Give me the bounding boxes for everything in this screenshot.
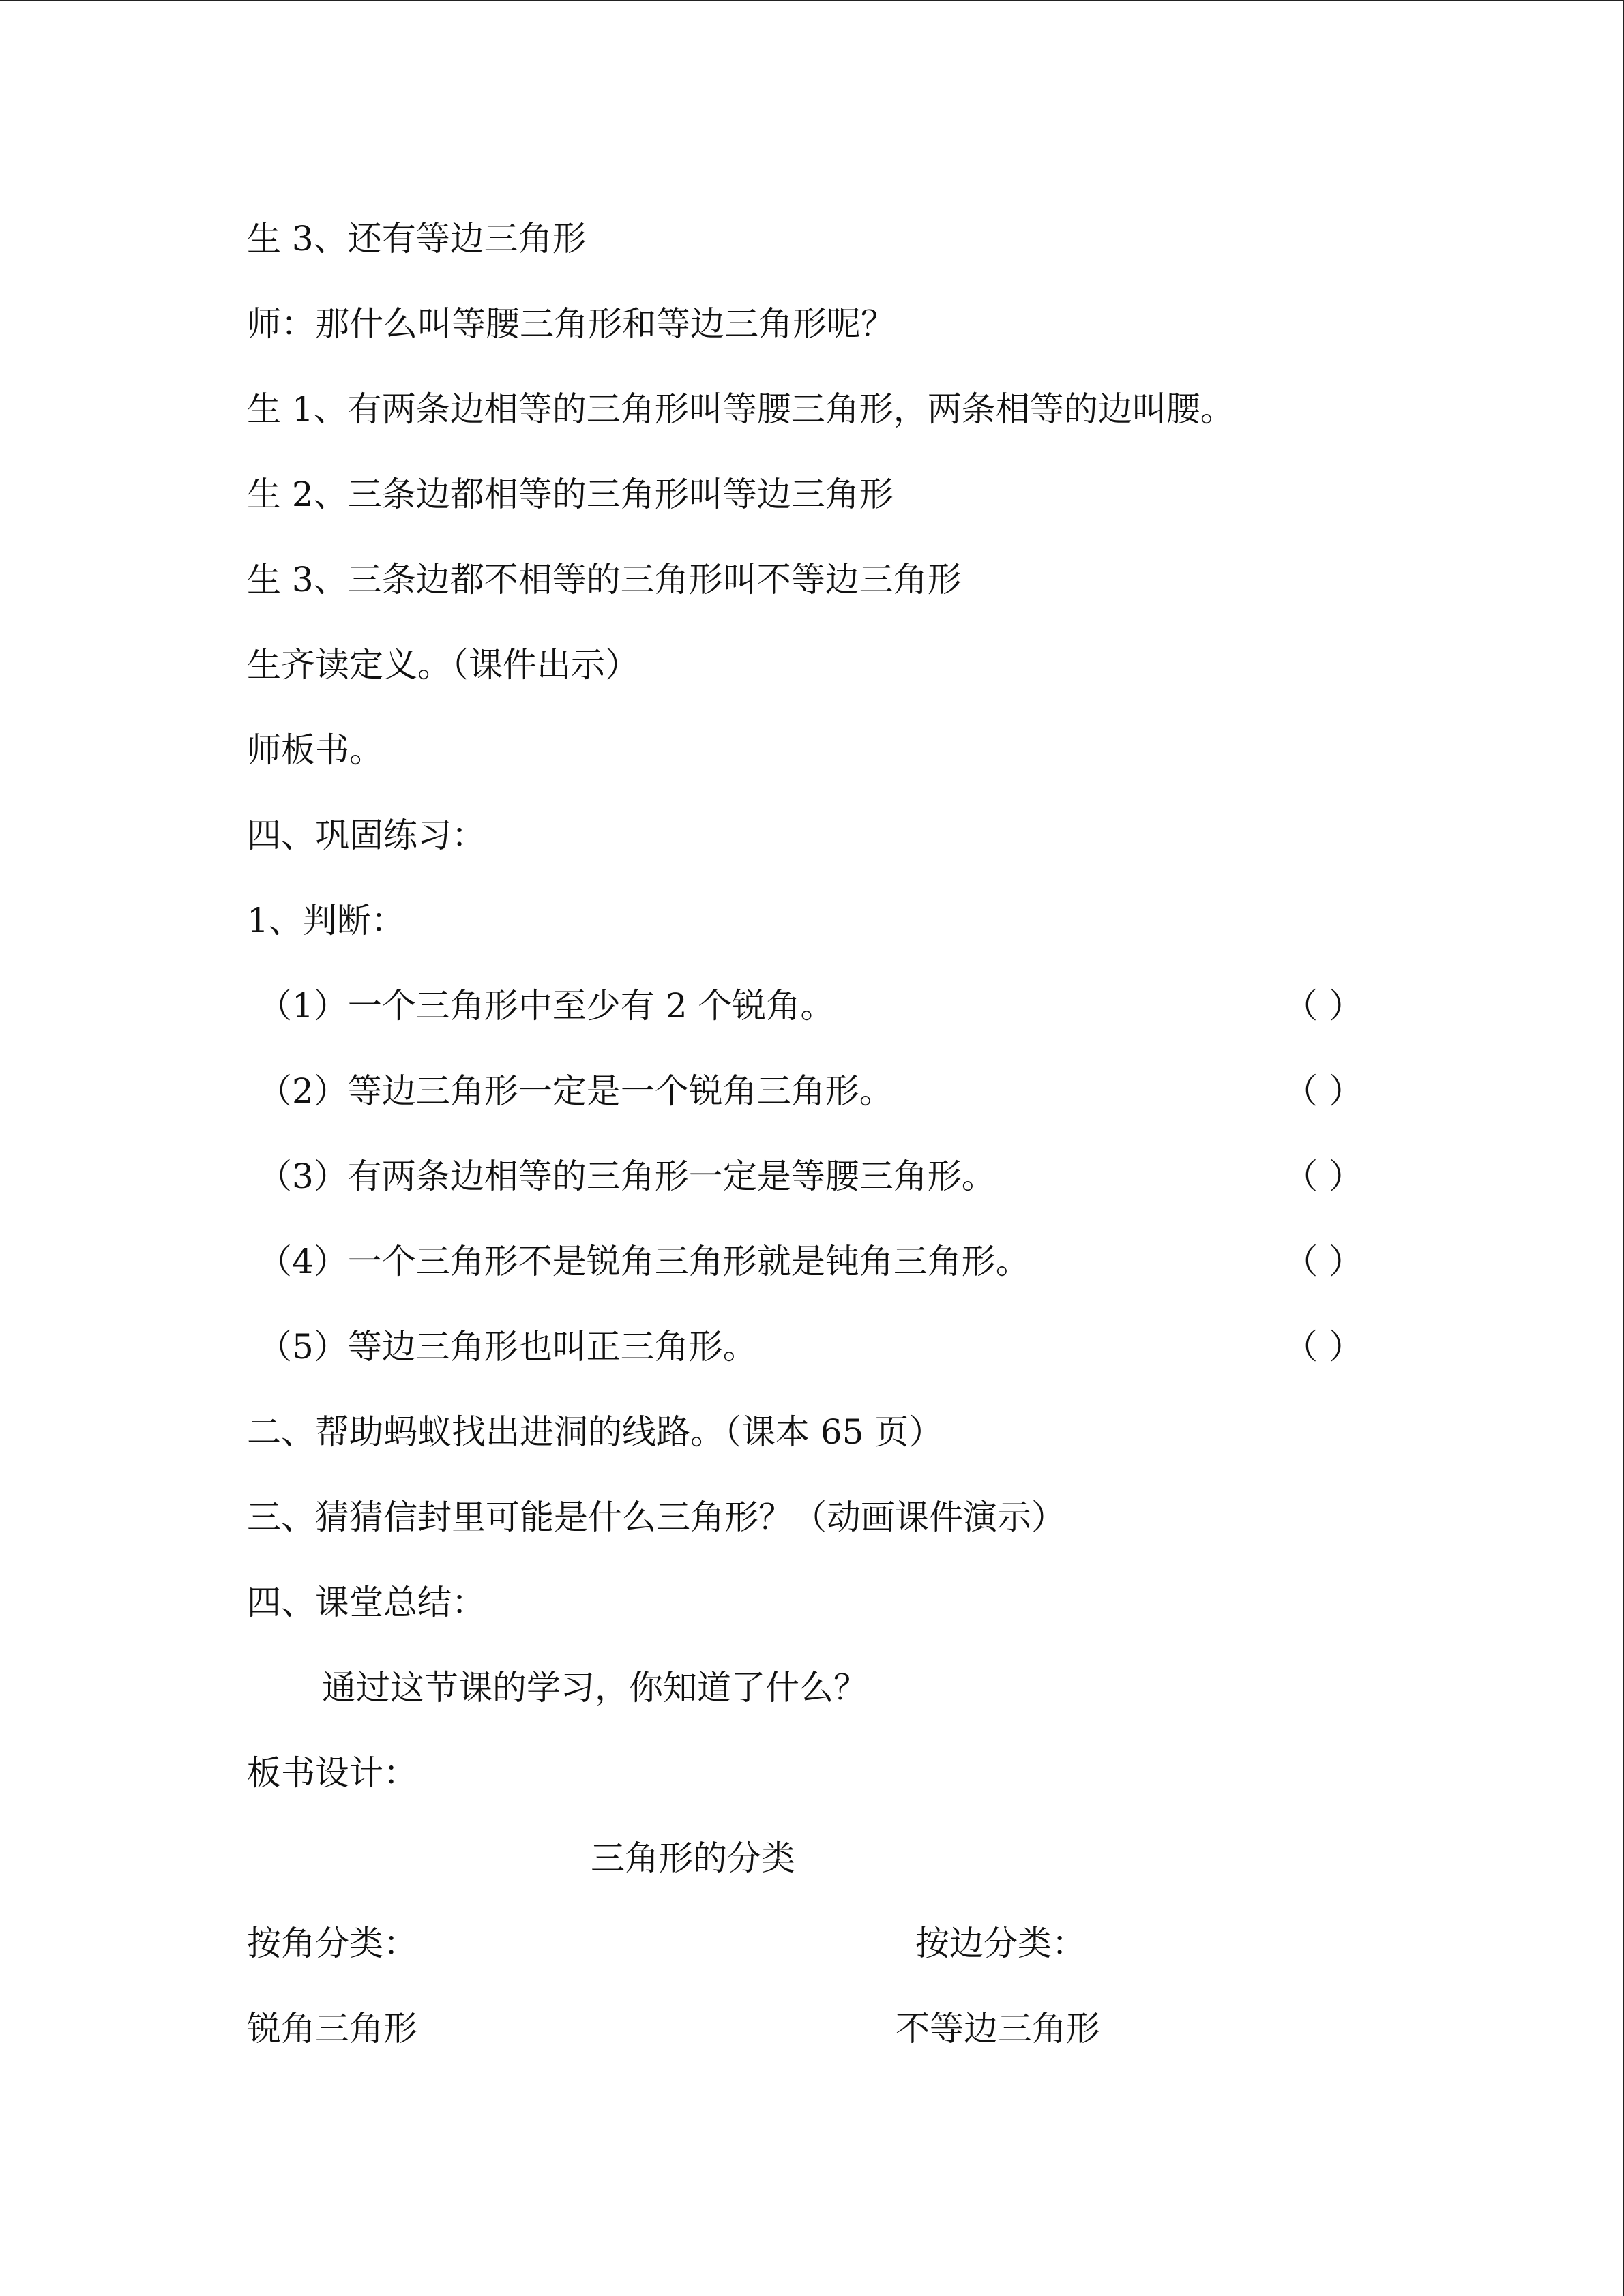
text-line: 1、判断：: [247, 901, 405, 940]
board-design-label: 板书设计：: [247, 1753, 417, 1793]
page-top-border: [0, 0, 1624, 1]
judgment-text: （4）一个三角形不是锐角三角形就是钝角三角形。: [258, 1242, 1030, 1281]
by-angle-item: 锐角三角形: [247, 2009, 417, 2048]
by-angle-label: 按角分类：: [247, 1924, 417, 1963]
judgment-text: （3）有两条边相等的三角形一定是等腰三角形。: [258, 1157, 996, 1196]
answer-blank: （ ）: [1284, 1242, 1363, 1281]
text-line: 三、猜猜信封里可能是什么三角形？（动画课件演示）: [247, 1497, 1065, 1537]
judgment-item: [258, 1325, 1363, 1369]
text-line: 生 2、三条边都相等的三角形叫等边三角形: [247, 475, 894, 514]
by-side-item: 不等边三角形: [896, 2009, 1100, 2048]
summary-question: 通过这节课的学习，你知道了什么？: [322, 1668, 868, 1708]
judgment-text: （2）等边三角形一定是一个锐角三角形。: [258, 1071, 894, 1111]
judgment-item: [258, 1154, 1363, 1198]
text-line: 师：那什么叫等腰三角形和等边三角形呢？: [247, 304, 895, 344]
section-heading: 四、课堂总结：: [247, 1583, 486, 1622]
section-heading: 四、巩固练习：: [247, 816, 486, 855]
text-line: 生齐读定义。（课件出示）: [247, 645, 639, 685]
text-line: 二、帮助蚂蚁找出进洞的线路。（课本 65 页）: [247, 1412, 943, 1452]
text-line: 生 3、三条边都不相等的三角形叫不等边三角形: [247, 560, 962, 599]
judgment-item: [258, 1069, 1363, 1113]
judgment-item: [258, 1240, 1363, 1283]
answer-blank: （ ）: [1284, 1071, 1363, 1111]
text-line: 师板书。: [247, 730, 383, 770]
text-line: 生 3、还有等边三角形: [247, 219, 587, 258]
by-side-label: 按边分类：: [915, 1924, 1086, 1963]
answer-blank: （ ）: [1284, 986, 1363, 1026]
judgment-text: （1）一个三角形中至少有 2 个锐角。: [258, 986, 835, 1026]
text-line: 生 1、有两条边相等的三角形叫等腰三角形，两条相等的边叫腰。: [247, 389, 1235, 429]
judgment-item: [258, 984, 1363, 1028]
board-title: 三角形的分类: [591, 1838, 795, 1878]
judgment-text: （5）等边三角形也叫正三角形。: [258, 1327, 757, 1367]
answer-blank: （ ）: [1284, 1157, 1363, 1196]
answer-blank: （ ）: [1284, 1327, 1363, 1367]
